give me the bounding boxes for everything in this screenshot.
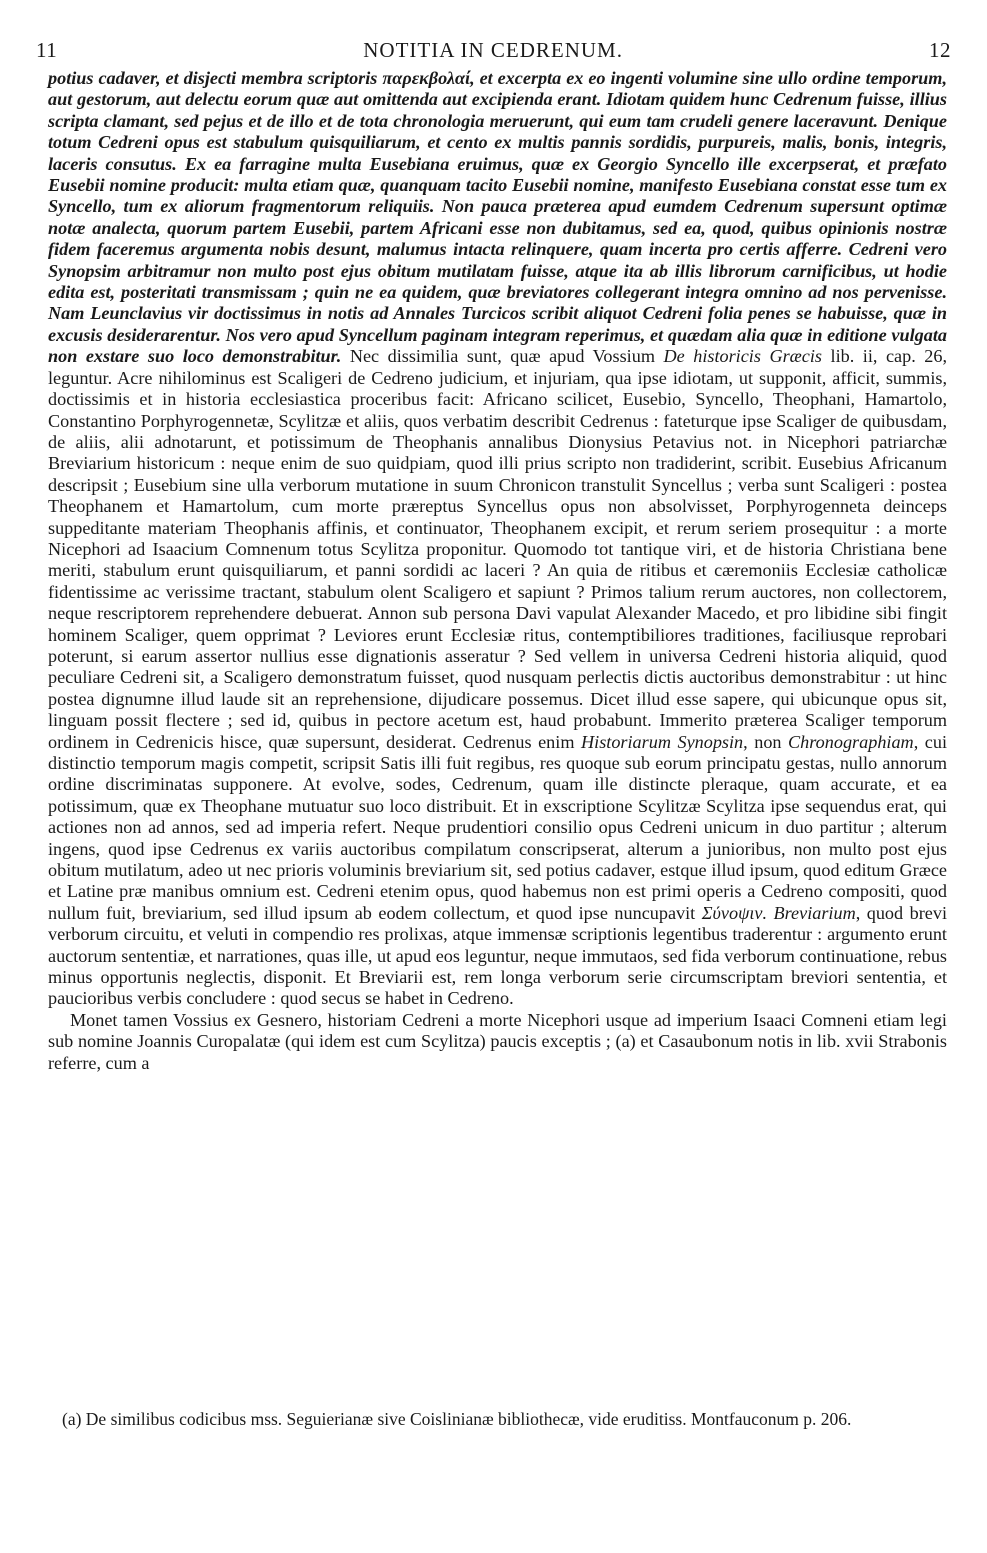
work-title: De historicis Græcis [663, 346, 822, 367]
scaliger-quotation: potius cadaver, et disjecti membra scriptoris παρεκβολαί, et excerpta ex eo ingenti volumine sine ullo ordine temporum, aut gestorum, aut delectu eorum quæ aut omittenda aut excipienda erant. Idiotam quidem hunc Cedrenum fuisse, illius scripta clamant, sed pejus et de illo et de tota chronologia meruerunt, qui eum tam crudeli genere laceravunt. Denique totum Cedreni opus est stabulum quisquiliarum, et cento ex multis pannis sordidis, purpureis, malis, bonis, integris, laceris consutus. Ex ea farragine multa Eusebiana eruimus, quæ ex Georgio Syncello ille excerpserat, et præfato Eusebii nomine producit: multa etiam quæ, quanquam tacito Eusebii nomine, manifesto Eusebiana constat esse tum ex Syncello, tum ex aliorum fragmentorum reliquiis. Non pauca præterea apud eumdem Cedrenum supersunt optimæ notæ analecta, quorum partem Eusebii, partem Africani esse non dubitamus, sed ea, quod, quibus opinionis nostræ fidem faceremus argumenta nobis desunt, malumus intacta relinquere, quam incerta pro certis afferre. Cedreni vero Synopsim arbitramur non multo post ejus obitum mutilatam fuisse, atque ita ab illis librorum carnificibus, ut hodie edita est, posteritati transmissam ; quin ne ea quidem, quæ breviatores collegerant integra omnino ad nos pervenisse. Nam Leunclavius vir doctissimus in notis ad Annales Turcicos scribit aliquot Cedreni folia penes se habuisse, quæ in excusis desiderarentur. Nos vero apud Syncellum paginam integram reperimus, et quædam alia quæ in editione vulgata non exstare suo loco demonstrabitur. [48, 68, 947, 367]
text-segment: , non [743, 731, 789, 752]
work-title: Historiarum Synopsin [581, 731, 744, 752]
paragraph-2: Monet tamen Vossius ex Gesnero, historiam Cedreni a morte Nicephori usque ad imperium Isaaci Comneni etiam legi sub nomine Joannis Curopalatæ (qui idem est cum Scylitza) paucis exceptis ; (a) et Casaubonum notis in lib. xvii Strabonis referre, cum a [48, 1009, 947, 1073]
work-title: Chronographiam [788, 731, 914, 752]
running-header [36, 38, 951, 63]
left-page-number: 11 [36, 38, 58, 62]
text-segment: , cui distinctio temporum magis competit, scripsit Satis illi fuit regibus, res quoque sub eorum principatu gestas, nullo annorum ordine discriminatas supponere. At evolve, sodes, Cedrenum, quam ille distincte pleraque, quam accurate, et ea potissimum, quæ ex Theophane mutuatur suo loco distribuit. Et in exscriptione Scylitzæ Scylitza ipse sequendus erat, qui actiones non ad annos, sed ad imperia refert. Neque prudentiori consilio opus Cedreni unicum in duo partitur ; alterum ingens, quod ipse Cedrenus ex variis auctoribus compilatum conscripserat, alterum a junioribus, non multo post ejus obitum mutilatum, adeo ut nec prioris voluminis breviarium sit, sed potius cadaver, estque illud ipsum, quod editum Græce et Latine præ manibus omnium est. Cedreni etenim opus, quod habemus non est primi operis a Cedreno compositi, quod nullum fuit, breviarium, sed illud ipsum ab eodem collectum, et quod ipse nuncupavit [48, 731, 947, 923]
text-segment: Nec dissimilia sunt, quæ apud Vossium [341, 346, 664, 367]
paragraph-1 [48, 68, 947, 1010]
running-title: NOTITIA IN CEDRENUM. [363, 38, 623, 62]
footnote: (a) De similibus codicibus mss. Seguierianæ sive Coislinianæ bibliothecæ, vide eruditiss. Montfauconum p. 206. [62, 1409, 852, 1429]
text-segment: , quod brevi verborum circuitu, et veluti in compendio res prolixas, atque immensæ scriptionis legentibus traderentur : argumento erunt auctorum sententiæ, et narrationes, quas ille, ut apud eos leguntur, neque immutaos, sed fida verborum continuatione, rebus minus opportunis neglectis, disponit. Et Breviarii est, rem longa verborum serie circumscriptam breviori sententia, et paucioribus verbis concludere : quod secus se habet in Cedreno. [48, 902, 947, 1009]
right-page-number: 12 [929, 38, 951, 62]
greek-term: Σύνοψιν. Breviarium [701, 902, 856, 923]
main-text [48, 68, 947, 1074]
text-segment: lib. ii, cap. 26, leguntur. Acre nihilominus est Scaligeri de Cedreno judicium, et injuriam, qua ipse idiotam, ut supponit, afficit, summis, doctissimis et in historia ecclesiastica proceribus facit: Africano scilicet, Eusebio, Syncello, Theophani, Hamartolo, Constantino Porphyrogennetæ, Scylitzæ et aliis, quos verbatim describit Cedrenus : fateturque ipse Scaliger de quibusdam, de aliis, alii adnotarunt, et potissimum de Theophanis annalibus Dionysius Petavius not. in Nicephori patriarchæ Breviarium historicum : neque enim de suo quidpiam, quod illi prius scripto non tradiderint, scribit. Eusebius Africanum descripsit ; Eusebium sine ulla verborum mutatione in suum Chronicon transtulit Syncellus ; verba sunt Scaligeri : postea Theophanem et Hamartolum, cum morte præreptus Syncellus opus non absolvisset, Porphyrogenneta deinceps suppeditante materiam Theophanis affinis, et continuator, Theophanem excipit, et rerum seriem prosequitur : a morte Nicephori ad Isaacium Comnenum totus Scylitza proponitur. Quomodo tot tantique viri, et de historia Christiana bene meriti, stabulum erunt quisquiliarum, et panni sordidi ac laceri ? An quia de ritibus et cæremoniis Ecclesiæ catholicæ fidentissime ac verissime tractant, stabulum olent Scaligero et sapiunt ? Primos talium rerum auctores, non collectorem, neque rescriptorem reprehendere debuerat. Annon sub persona Davi vapulat Alexander Macedo, et pro libidine sibi fingit hominem Scaliger, quem opprimat ? Leviores erunt Ecclesiæ ritus, contemptibiliores traditiones, faciliusque reprobari poterunt, si earum assertor nullius esse dignationis asseratur ? Sed vellem in universa Cedreni historia aliquid, quod peculiare Cedreni sit, a Scaligero demonstratum fuisset, quod nusquam perlectis dictis auctoribus demonstrabitur : ut hinc postea dignumne illud laude sit an reprehensione, dijudicare possemus. Dicet illud esse sapere, qui ubicunque opus sit, linguam possit flectere ; sed id, quibus in pectore acetum est, haud probabunt. Immerito præterea Scaliger temporum ordinem in Cedrenicis hisce, quæ supersunt, desiderat. Cedrenus enim [48, 346, 947, 752]
